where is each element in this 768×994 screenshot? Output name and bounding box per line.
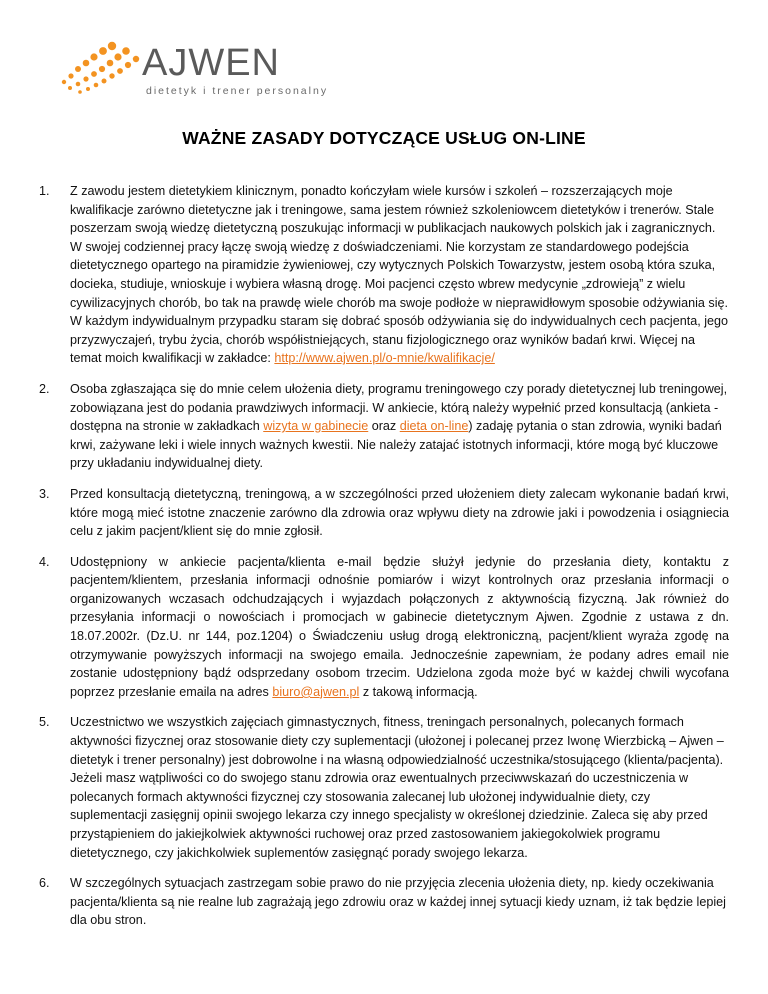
rule-text: z takową informacją.	[362, 684, 478, 699]
rule-text: ) zadaję pytania o stan zdrowia, wyniki badań krwi, zażywane leki i wiele innych ważnych kwestii. Nie należy zatajać istotnych informacji, które mogą być kluczowe przy układaniu indywidualnej diety.	[70, 419, 722, 471]
online-diet-link[interactable]: dieta on-line	[399, 419, 469, 434]
rule-item-5	[39, 713, 729, 862]
logo-dots-icon	[60, 38, 150, 98]
rule-number: 6.	[39, 876, 50, 891]
rule-number: 4.	[39, 554, 50, 569]
rule-item-4	[39, 553, 729, 702]
rule-text: Przed konsultacją dietetyczną, treningową, a w szczególności przed ułożeniem diety zalecam wykonanie badań krwi, które mogą mieć istotne znaczenie zarówno dla zdrowia oraz wpływu diety na zdrowie jaki i powodzenia i osiągniecia celu z jakim pacjent/klient się do mnie zgłosił.	[70, 486, 729, 539]
rule-text: W szczególnych sytuacjach zastrzegam sobie prawo do nie przyjęcia zlecenia ułożenia diety, np. kiedy oczekiwania pacjenta/klienta są nie realne lub zagrażają jego zdrowiu oraz w każdej innej sytuacji kiedy uznam, iż tak będzie lepiej dla obu stron.	[70, 876, 726, 928]
rule-item-1	[39, 182, 729, 368]
rule-number: 1.	[39, 184, 50, 198]
rule-number: 3.	[39, 486, 50, 501]
email-link[interactable]: biuro@ajwen.pl	[272, 684, 360, 699]
rule-text: Udostępniony w ankiecie pacjenta/klienta e-mail będzie służył jedynie do przesłania diety, kontaktu z pacjentem/klientem, przesłania informacji odnośnie pomiarów i wizyt kontrolnych oraz przesłania informacji o organizowanych wczasach odchudzających i wyjazdach połączonych z aktywnością fizyczną. Jak również do przesyłania informacji o nowościach i promocjach w gabinecie dietetycznym Ajwen. Zgodnie z ustawa z dn. 18.07.2002r. (Dz.U. nr 144, poz.1204) o Świadczeniu usług drogą elektroniczną, pacjent/klient wyraża zgodę na otrzymywanie powyższych informacji na swojego emaila. Jednocześnie zapewniam, że podany adres email nie zostanie udostępniony bądź odsprzedany osobom trzecim. Udzielona zgoda może być w każdej chwili wycofana poprzez przesłanie emaila na adres	[70, 554, 729, 699]
office-visit-link[interactable]: wizyta w gabinecie	[263, 419, 369, 434]
rule-text: Osoba zgłaszająca się do mnie celem ułożenia diety, programu treningowego czy porady dietetycznej lub treningowej, zobowiązana jest do podania prawdziwych informacji. W ankiecie, którą należy wypełnić przed konsultacją (ankieta - dostępna na stronie w zakładkach	[70, 381, 728, 434]
rule-number: 2.	[39, 381, 50, 396]
rule-text: Z zawodu jestem dietetykiem klinicznym, ponadto kończyłam wiele kursów i szkoleń – rozszerzających moje kwalifikacje zarówno dietetyczne jak i treningowe, sama jestem również szkoleniowcem dietetyków i trenerów. Stale poszerzam swoją wiedzę dietetyczną poszukując informacji w publikacjach naukowych polskich jak i zagranicznych. W swojej codziennej pracy łączę swoją wiedzę z doświadczeniami. Nie korzystam ze standardowego podejścia dietetycznego opartego na piramidzie żywieniowej, czy wytycznych Polskich Towarzystw, jestem osobą która szuka, docieka, studiuje, wnioskuje i wybiera własną drogę. Moi pacjenci często wbrew medycynie „zdrowieją” z wielu cywilizacyjnych chorób, bo tak na prawdę wiele chorób ma swoje podłoże w nieprawidłowym sposobie odżywiania się. W każdym indywidualnym przypadku staram się dobrać sposób odżywiania się do indywidualnych cech pacjenta, jego przyzwyczajeń, trybu życia, chorób współistniejących, stanu fizjologicznego oraz wyników badań krwi. Więcej na temat moich kwalifikacji w zakładce:	[70, 184, 729, 366]
ajwen-logo	[60, 38, 329, 98]
rule-text: Uczestnictwo we wszystkich zajęciach gimnastycznych, fitness, treningach personalnych, polecanych formach aktywności fizycznej oraz stosowanie diety czy suplementacji (ułożonej i polecanej przez Iwonę Wierzbicką – Ajwen – dietetyk i trener personalny) jest dobrowolne i na własną odpowiedzialność uczestnika/stosującego (klienta/pacjenta). Jeżeli masz wątpliwości co do swojego stanu zdrowia oraz ewentualnych przeciwwskazań do uczestniczenia w polecanych formach aktywności fizycznej czy stosowania zalecanej lub ułożonej indywidualnie diety, czy suplementacji zasięgnij opinii swojego lekarza czy innego specjalisty w określonej dziedzinie. Zaleca się aby przed przystąpieniem do jakiejkolwiek aktywności ruchowej oraz przed zastosowaniem jakiegokolwiek programu dietetycznego, czy jakichkolwiek suplementów zasięgnąć porady swojego lekarza.	[70, 715, 724, 860]
rule-item-2	[39, 380, 729, 473]
rules-list	[39, 182, 729, 942]
rule-item-3	[39, 485, 729, 541]
page-title: WAŻNE ZASADY DOTYCZĄCE USŁUG ON-LINE	[182, 128, 586, 148]
qualifications-link[interactable]: http://www.ajwen.pl/o-mnie/kwalifikacje/	[274, 351, 495, 366]
rule-text: oraz	[371, 419, 397, 434]
rule-number: 5.	[39, 715, 50, 730]
logo-tagline: dietetyk i trener personalny	[146, 85, 329, 97]
logo-brand-name: AJWEN	[142, 42, 280, 84]
rule-item-6	[39, 874, 729, 930]
